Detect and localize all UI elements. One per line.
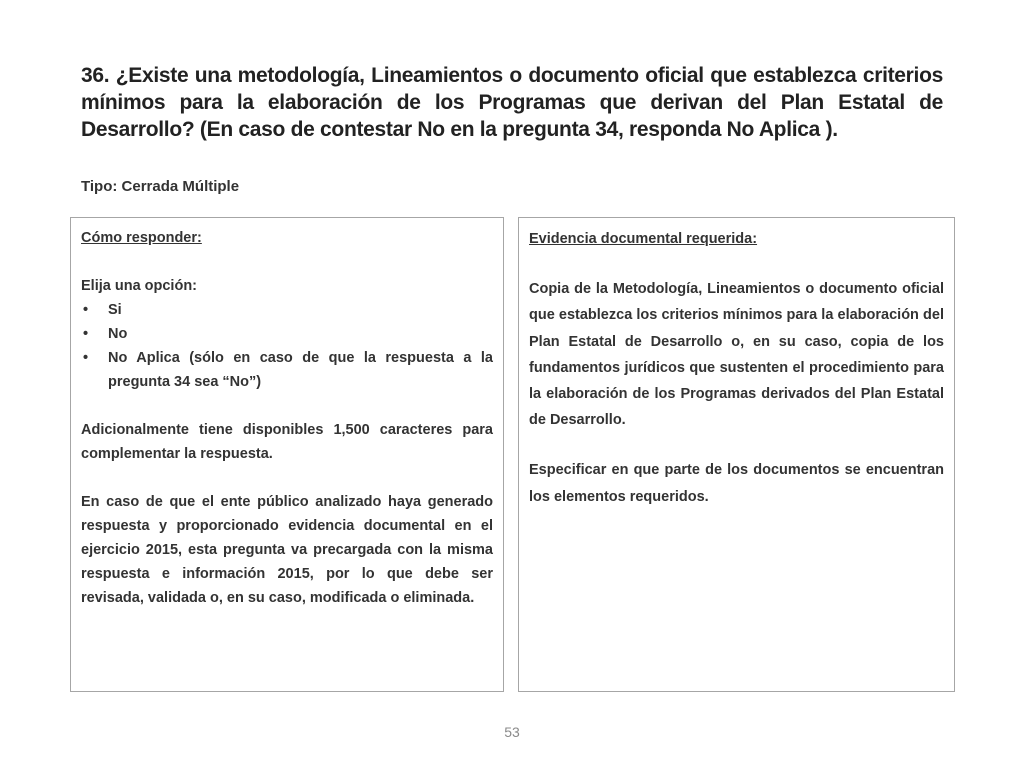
list-item bbox=[81, 298, 493, 322]
preloaded-note: En caso de que el ente público analizado haya generado respuesta y proporcionado evidencia documental en el ejercicio 2015, esta pregunta va precargada con la misma respuesta e información 2015, por lo que debe ser revisada, validada o, en su caso, modificada o eliminada. bbox=[81, 494, 493, 606]
evidence-panel bbox=[518, 217, 955, 692]
bullet-icon: • bbox=[83, 350, 89, 366]
choose-option-label: Elija una opción: bbox=[81, 278, 198, 294]
question-type: Tipo: Cerrada Múltiple bbox=[81, 178, 240, 195]
characters-note: Adicionalmente tiene disponibles 1,500 caracteres para complementar la respuesta. bbox=[81, 422, 493, 462]
how-to-answer-panel bbox=[70, 217, 504, 692]
bullet-icon: • bbox=[83, 326, 89, 342]
list-item bbox=[81, 346, 493, 394]
bullet-icon: • bbox=[83, 302, 89, 318]
page-number: 53 bbox=[504, 724, 520, 740]
option-si: Si bbox=[108, 302, 122, 318]
question-title: 36. ¿Existe una metodología, Lineamientos o documento oficial que establezca criterios mínimos para la elaboración de los Programas que derivan del Plan Estatal de Desarrollo? (En caso de contestar No en la pregunta 34, responda No Aplica ). bbox=[81, 64, 943, 141]
list-item bbox=[81, 322, 493, 346]
option-no: No bbox=[108, 326, 128, 342]
evidence-description: Copia de la Metodología, Lineamientos o documento oficial que establezca los criterios mínimos para la elaboración del Plan Estatal de Desarrollo o, en su caso, copia de los fundamentos jurídicos que sustenten el procedimiento para la elaboración de los Programas derivados del Plan Estatal de Desarrollo. bbox=[529, 281, 944, 429]
option-no-aplica: No Aplica (sólo en caso de que la respuesta a la pregunta 34 sea “No”) bbox=[108, 350, 493, 390]
how-to-answer-heading: Cómo responder: bbox=[81, 230, 202, 246]
evidence-specify-note: Especificar en que parte de los documentos se encuentran los elementos requeridos. bbox=[529, 462, 944, 505]
options-list bbox=[81, 298, 493, 394]
evidence-heading: Evidencia documental requerida: bbox=[529, 231, 758, 247]
